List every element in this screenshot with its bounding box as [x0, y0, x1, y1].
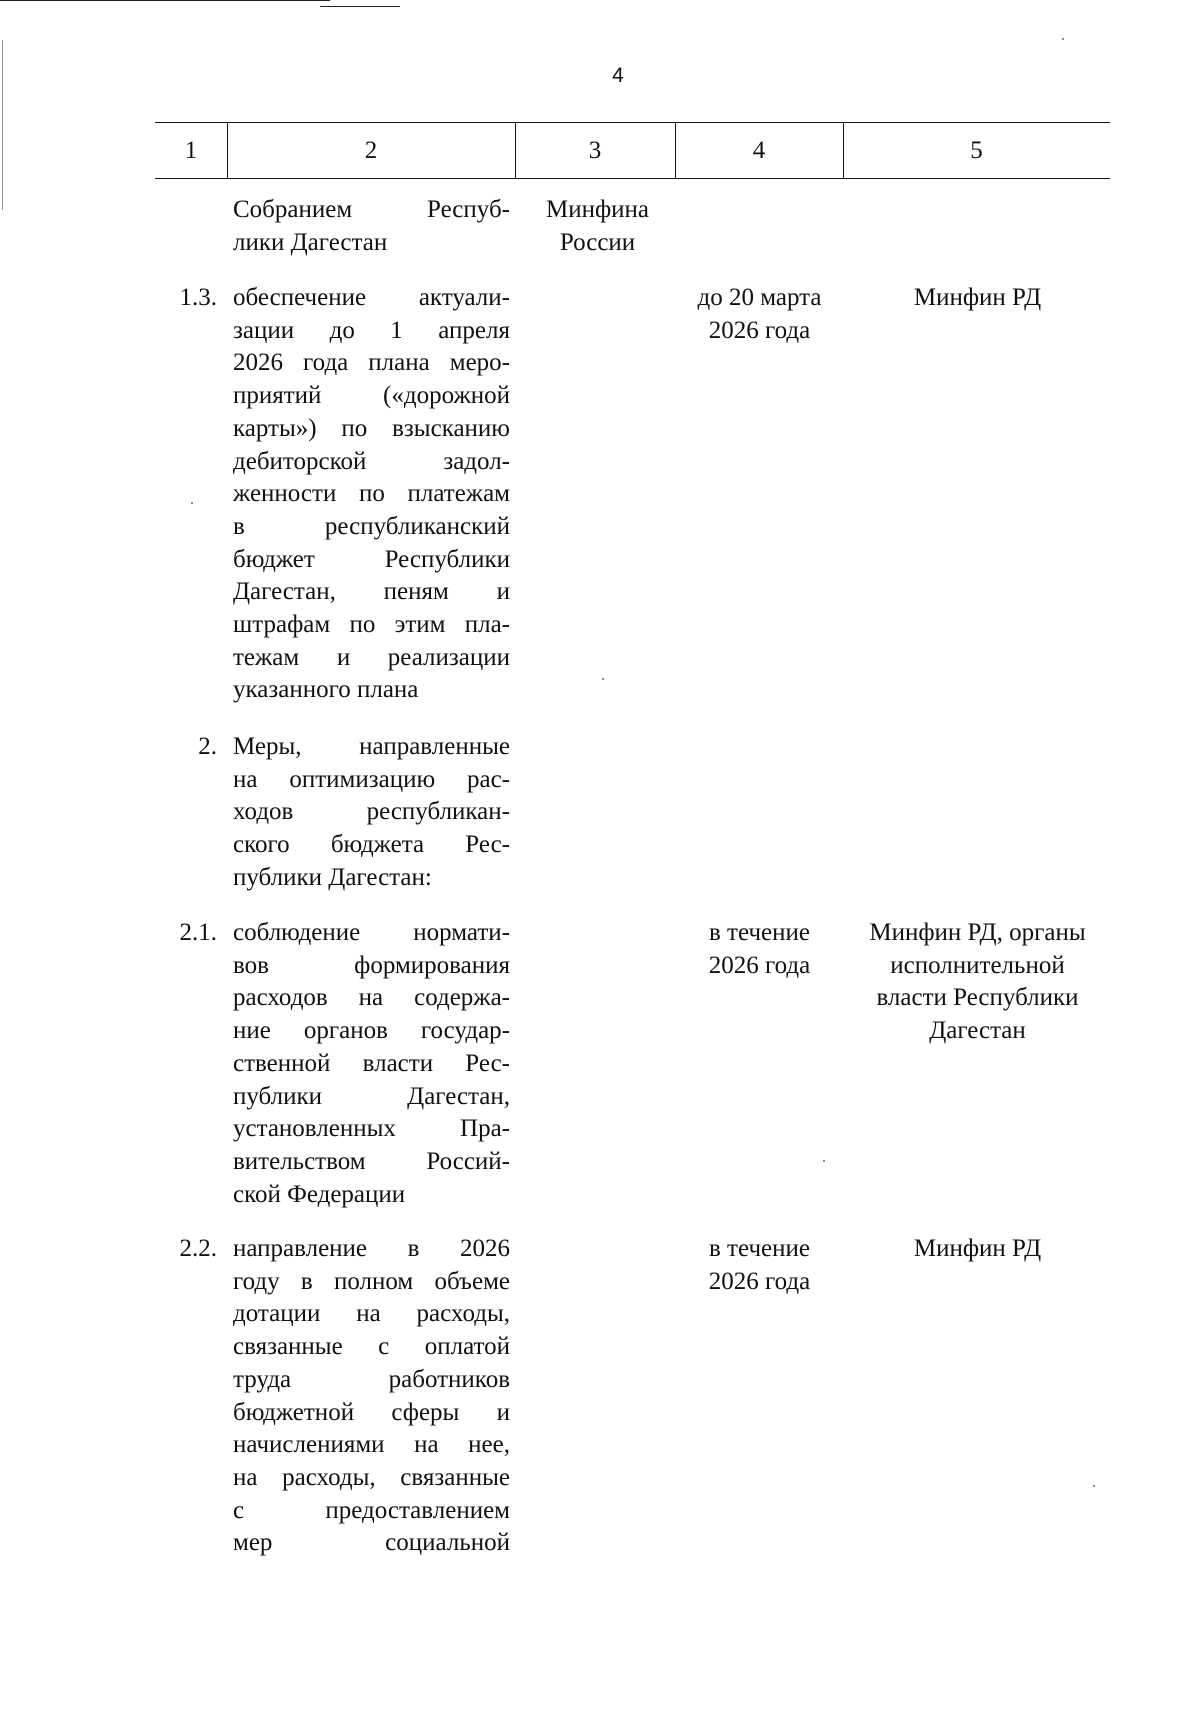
description-line: карты») по взысканию	[233, 414, 510, 442]
table-header	[155, 123, 1110, 179]
row-responsible	[845, 282, 1110, 315]
description-line: направление в 2026	[233, 1235, 510, 1262]
header-col-2: 2	[364, 137, 378, 164]
description-line: Меры, направленные	[233, 733, 510, 760]
row-description	[233, 1233, 510, 1560]
description-line: на оптимизацию рас-	[233, 765, 510, 793]
description-line: бюджетной сферы и	[233, 1398, 510, 1426]
description-line: Дагестан, пеням и	[233, 578, 510, 606]
header-col-3: 3	[588, 137, 602, 164]
row-description	[233, 917, 510, 1211]
row-number: 2.1.	[179, 919, 217, 946]
page-number: 4	[612, 64, 624, 87]
continued-description	[233, 194, 510, 259]
scan-artifact-top-2	[320, 6, 400, 7]
description-line: соблюдение нормати-	[233, 919, 510, 946]
row-description	[233, 731, 510, 895]
responsible-line: Дагестан	[929, 1017, 1026, 1045]
description-line: 2026 года плана меро-	[233, 349, 510, 377]
description-line: ской Федерации	[233, 1180, 406, 1208]
description-line: мер социальной	[233, 1529, 510, 1557]
description-line: публики Дагестан,	[233, 1082, 510, 1110]
description-line: публики Дагестан:	[233, 863, 432, 891]
row-number: 2.2.	[179, 1235, 217, 1262]
scan-speck	[1093, 1485, 1095, 1487]
scan-speck	[602, 678, 604, 680]
row-number: 1.3.	[179, 284, 217, 311]
description-line: зации до 1 апреля	[233, 316, 510, 344]
row-term	[676, 282, 843, 347]
executor-line: Минфина	[545, 196, 650, 223]
header-col-5: 5	[970, 137, 983, 164]
header-col-4: 4	[752, 137, 766, 164]
scan-speck	[1062, 38, 1064, 40]
description-line: году в полном объеме	[233, 1267, 510, 1295]
description-line: ходов республикан-	[233, 798, 510, 826]
description-line: установленных Пра-	[233, 1115, 510, 1143]
description-line: указанного плана	[233, 676, 419, 704]
row-responsible	[845, 917, 1110, 1048]
description-line: обеспечение актуали-	[233, 284, 510, 311]
description-line: ние органов государ-	[233, 1017, 510, 1045]
description-line: начислениями на нее,	[233, 1431, 510, 1459]
description-line: в республиканский	[233, 512, 510, 540]
description-line: труда работников	[233, 1365, 510, 1393]
row-term	[676, 917, 843, 982]
header-col-1: 1	[184, 137, 198, 164]
responsible-line: Минфин РД	[913, 284, 1042, 311]
description-line: приятий («дорожной	[233, 382, 510, 410]
term-line: 2026 года	[708, 951, 811, 979]
term-line: в течение	[709, 1235, 810, 1262]
term-line: 2026 года	[708, 316, 811, 344]
description-line: штрафам по этим пла-	[233, 611, 510, 639]
term-line: 2026 года	[708, 1267, 811, 1295]
description-line: ственной власти Рес-	[233, 1049, 510, 1077]
description-line: вов формирования	[233, 951, 510, 979]
responsible-line: исполнительной	[890, 951, 1065, 979]
description-line: вительством Россий-	[233, 1147, 510, 1175]
row-description	[233, 282, 510, 707]
responsible-line: Минфин РД	[913, 1235, 1042, 1262]
description-line: Собранием Респуб-	[233, 196, 510, 223]
scan-speck	[191, 502, 193, 504]
description-line: с предоставлением	[233, 1496, 510, 1524]
responsible-line: власти Республики	[876, 984, 1079, 1012]
continued-executor	[520, 194, 675, 259]
responsible-line: Минфин РД, органы	[869, 919, 1086, 946]
description-line: ского бюджета Рес-	[233, 831, 510, 859]
table-header-bottom-rule	[155, 178, 1110, 179]
row-number: 2.	[198, 733, 217, 760]
description-line: на расходы, связанные	[233, 1463, 510, 1491]
description-line: тежам и реализации	[233, 643, 510, 671]
row-responsible	[845, 1233, 1110, 1266]
description-line: дебиторской задол-	[233, 447, 510, 475]
description-line: расходов на содержа-	[233, 984, 510, 1012]
description-line: лики Дагестан	[233, 228, 388, 256]
description-line: связанные с оплатой	[233, 1333, 510, 1361]
term-line: в течение	[709, 919, 810, 946]
executor-line: России	[559, 228, 636, 256]
row-term	[676, 1233, 843, 1298]
description-line: бюджет Республики	[233, 545, 510, 573]
scan-artifact-top	[0, 0, 330, 1]
description-line: дотации на расходы,	[233, 1300, 510, 1328]
description-line: женности по платежам	[233, 480, 510, 508]
term-line: до 20 марта	[697, 284, 822, 311]
scan-speck	[823, 1160, 825, 1162]
